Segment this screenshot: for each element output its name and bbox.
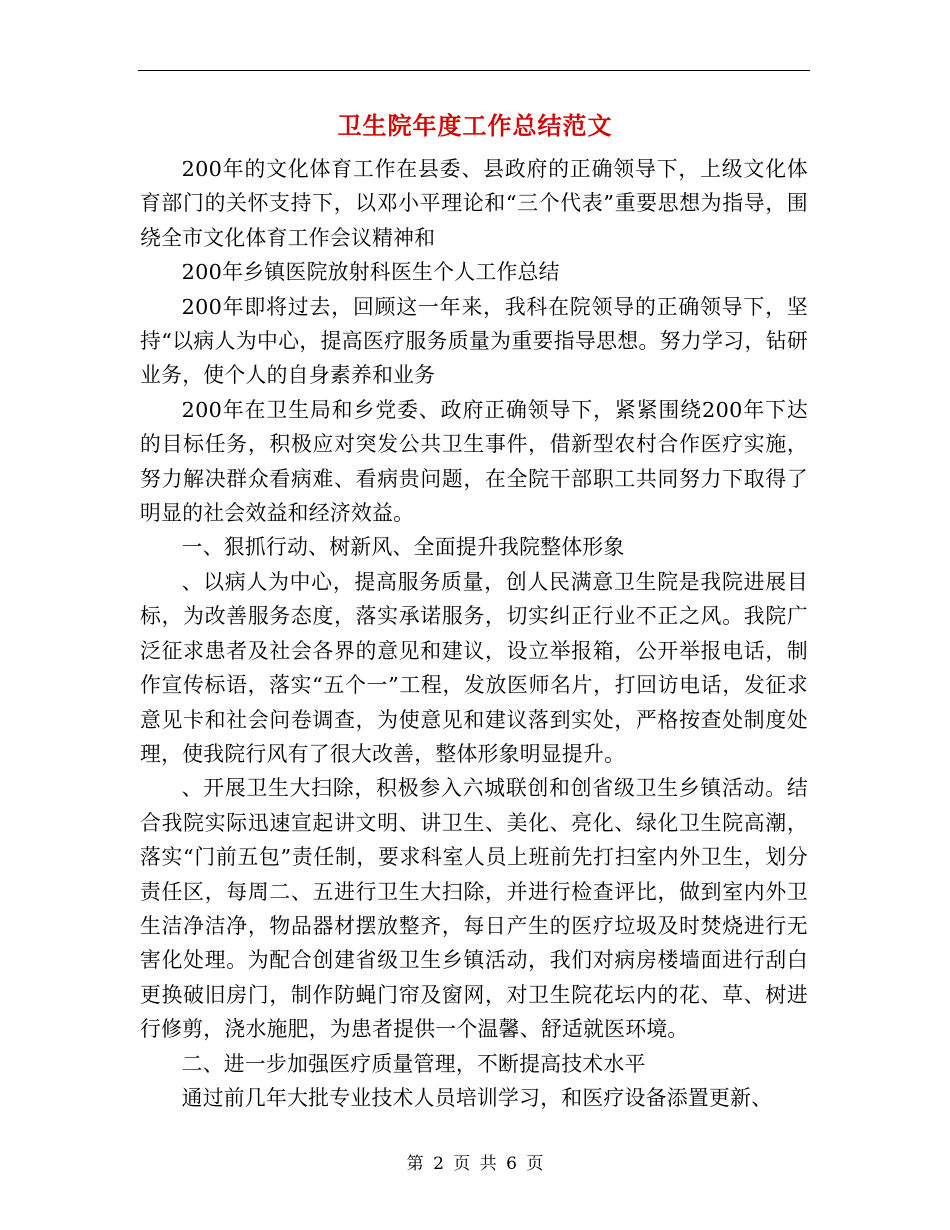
- paragraph: 、以病人为中心，提高服务质量，创人民满意卫生院是我院进展目标，为改善服务态度，落实承诺服务，切实纠正行业不正之风。我院广泛征求患者及社会各界的意见和建议，设立举报箱，公开举报电话，制作宣传标语，落实“五个一”工程，发放医师名片，打回访电话，发征求意见卡和社会问卷调查，为使意见和建议落到实处，严格按查处制度处理，使我院行风有了很大改善，整体形象明显提升。: [140, 569, 808, 766]
- section-heading: 二、进一步加强医疗质量管理，不断提高技术水平: [181, 1051, 646, 1076]
- paragraph: 200年即将过去，回顾这一年来，我科在院领导的正确领导下，坚持“以病人为中心，提高医疗服务质量为重要指导思想。努力学习，钻研业务，使个人的自身素养和业务: [140, 294, 808, 388]
- document-body: [140, 152, 808, 1115]
- paragraph: 通过前几年大批专业技术人员培训学习，和医疗设备添置更新、: [181, 1085, 773, 1110]
- paragraph: 200年的文化体育工作在县委、县政府的正确领导下，上级文化体育部门的关怀支持下，以邓小平理论和“三个代表”重要思想为指导，围绕全市文化体育工作会议精神和: [140, 157, 808, 250]
- paragraph: 、开展卫生大扫除，积极参入六城联创和创省级卫生乡镇活动。结合我院实际迅速宣起讲文明、讲卫生、美化、亮化、绿化卫生院高潮，落实“门前五包”责任制，要求科室人员上班前先打扫室内外卫生，划分责任区，每周二、五进行卫生大扫除，并进行检查评比，做到室内外卫生洁净洁净，物品器材摆放整齐，每日产生的医疗垃圾及时焚烧进行无害化处理。为配合创建省级卫生乡镇活动，我们对病房楼墙面进行刮白更换破旧房门，制作防蝇门帘及窗网，对卫生院花坛内的花、草、树进行修剪，浇水施肥，为患者提供一个温馨、舒适就医环境。: [140, 776, 808, 1042]
- paragraph: 200年乡镇医院放射科医生个人工作总结: [181, 260, 560, 285]
- document-title: 卫生院年度工作总结范文: [337, 111, 613, 140]
- paragraph: 200年在卫生局和乡党委、政府正确领导下，紧紧围绕200年下达的目标任务，积极应对突发公共卫生事件，借新型农村合作医疗实施，努力解决群众看病难、看病贵问题，在全院干部职工共同努力下取得了明显的社会效益和经济效益。: [140, 397, 808, 526]
- header-rule: [138, 70, 810, 71]
- section-heading: 一、狠抓行动、树新风、全面提升我院整体形象: [181, 535, 625, 560]
- page-number-footer: 第 2 页 共 6 页: [406, 1154, 544, 1174]
